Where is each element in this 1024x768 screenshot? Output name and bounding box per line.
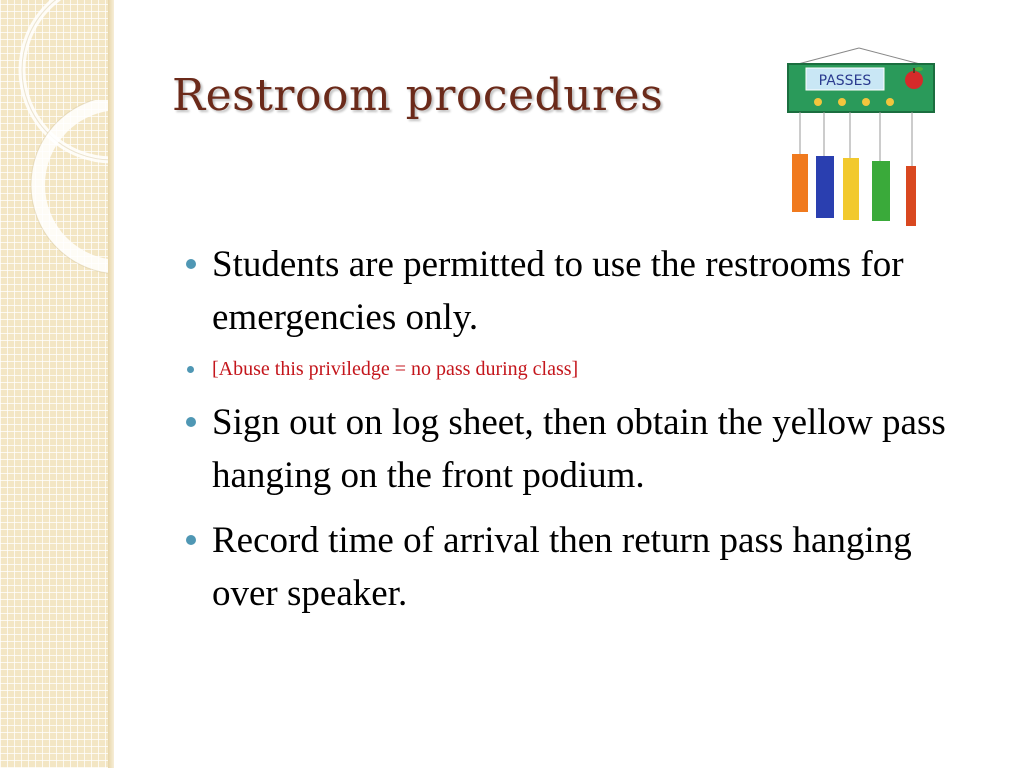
decorative-side-panel [0, 0, 114, 768]
bullet-item [182, 396, 982, 502]
bullet-item [182, 238, 982, 344]
bullet-item-note [182, 356, 982, 382]
bullet-dot-icon [186, 535, 196, 545]
passes-sign-text: PASSES [818, 73, 872, 89]
bullet-list [182, 238, 982, 632]
bullet-text: Students are permitted to use the restrooms for emergencies only. [212, 244, 904, 338]
bullet-text: [Abuse this priviledge = no pass during class] [212, 358, 579, 380]
decorative-ring-middle [0, 100, 114, 300]
bullet-dot-icon [187, 366, 194, 373]
passes-illustration [778, 46, 940, 228]
bullet-item [182, 514, 982, 620]
bullet-dot-icon [186, 417, 196, 427]
slide-title: Restroom procedures [172, 70, 664, 121]
bullet-text: Record time of arrival then return pass hanging over speaker. [212, 520, 912, 614]
bullet-dot-icon [186, 259, 196, 269]
side-panel-edge [108, 0, 114, 768]
bullet-text: Sign out on log sheet, then obtain the yellow pass hanging on the front podium. [212, 402, 946, 496]
